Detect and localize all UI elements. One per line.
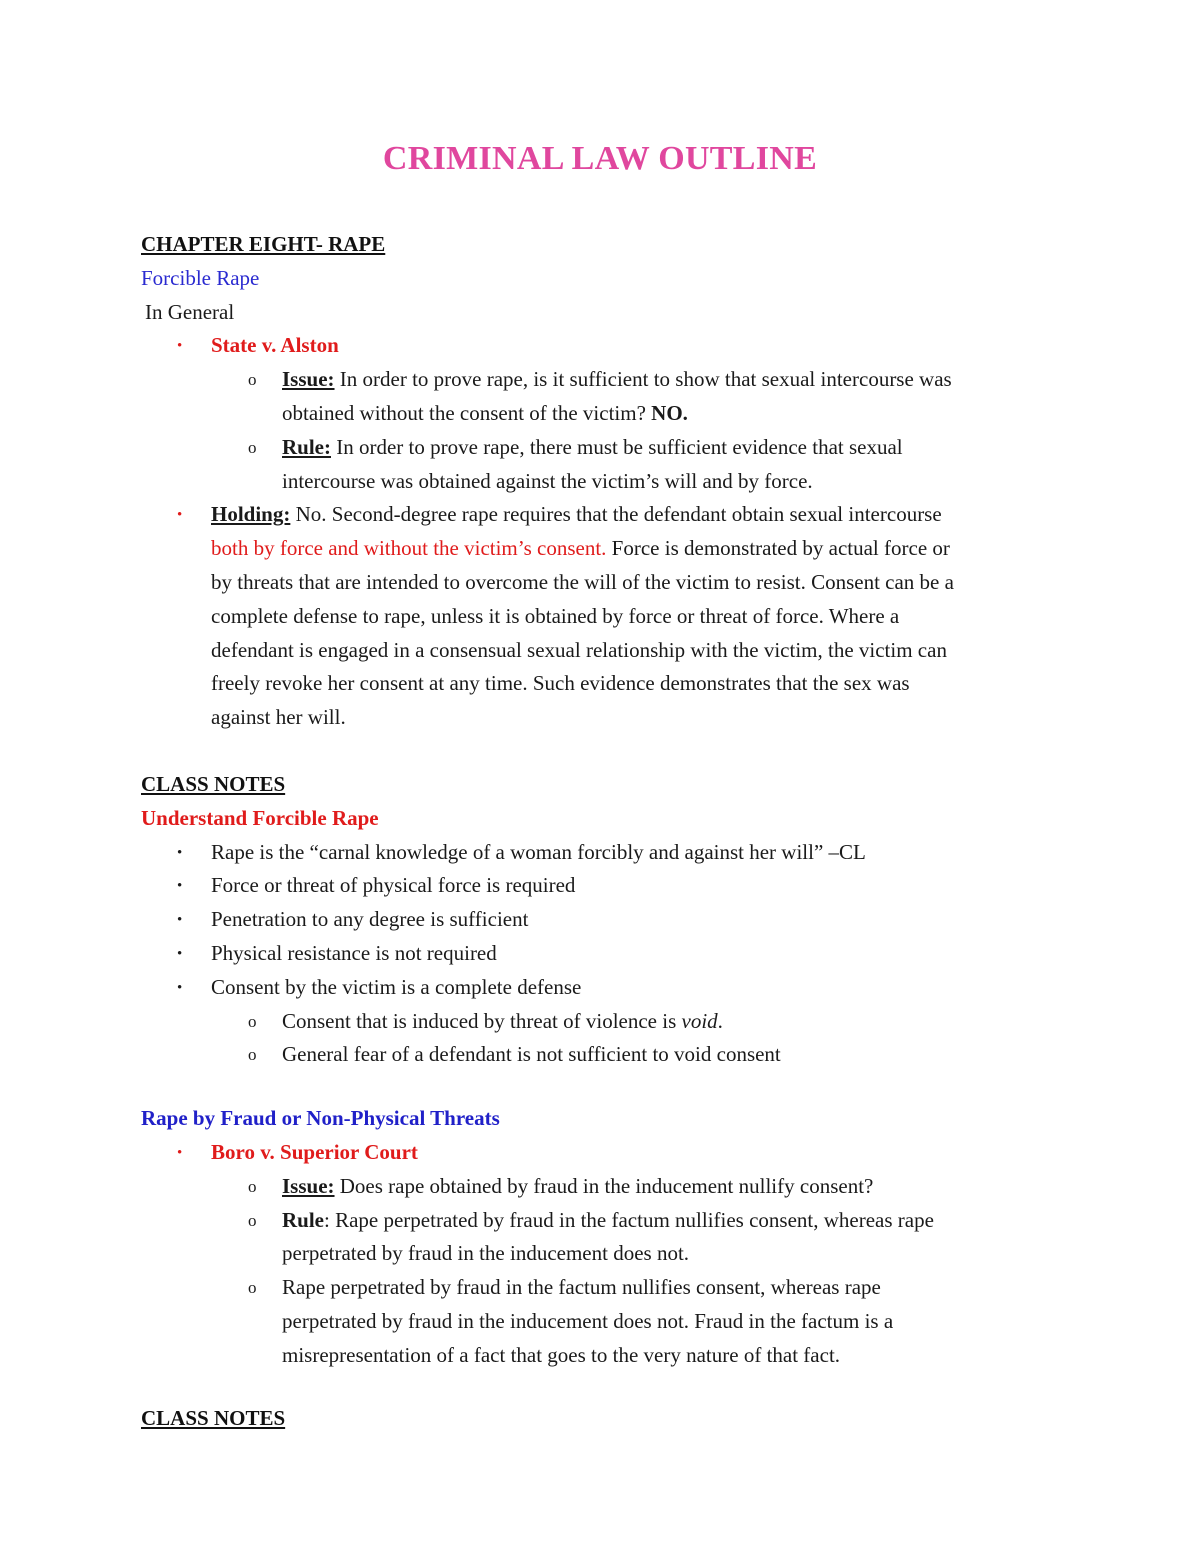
issue-text-cont: obtained without the consent of the victim? — [282, 400, 652, 425]
list-item — [141, 836, 1061, 870]
list-subitem-text: General fear of a defendant is not sufficient to void consent — [282, 1042, 781, 1067]
rule-label: Rule: — [282, 434, 331, 459]
rule-text-cont: perpetrated by fraud in the inducement does not. — [282, 1241, 690, 1266]
bullet-icon: • — [177, 979, 183, 996]
circle-bullet-icon: o — [248, 1176, 257, 1196]
subsection-in-general: In General — [145, 299, 235, 324]
bullet-icon: • — [177, 1144, 183, 1161]
circle-bullet-icon: o — [248, 1011, 257, 1031]
page-title: CRIMINAL LAW OUTLINE — [382, 140, 818, 177]
circle-bullet-icon: o — [248, 1210, 257, 1230]
case-boro-issue — [141, 1170, 1061, 1204]
list-item-text: Consent by the victim is a complete defense — [211, 974, 582, 999]
holding-text: Force is demonstrated by actual force or — [606, 536, 950, 561]
rule-text: : Rape perpetrated by fraud in the factum nullifies consent, whereas rape — [324, 1207, 934, 1232]
list-subitem-text: Consent that is induced by threat of violence is — [282, 1008, 682, 1033]
class-notes-subheading: Understand Forcible Rape — [141, 805, 379, 830]
bullet-icon: • — [177, 878, 183, 895]
issue-label: Issue: — [282, 367, 335, 392]
note-text: perpetrated by fraud in the inducement does not. Fraud in the factum is a — [282, 1308, 894, 1333]
case-alston-issue — [141, 363, 1061, 431]
issue-text: Does rape obtained by fraud in the inducement nullify consent? — [334, 1173, 874, 1198]
holding-text: freely revoke her consent at any time. Such evidence demonstrates that the sex was — [211, 671, 910, 696]
list-item-text: Rape is the “carnal knowledge of a woman forcibly and against her will” –CL — [211, 839, 866, 864]
bullet-icon: • — [177, 844, 183, 861]
bullet-icon: • — [177, 338, 183, 355]
bullet-icon: • — [177, 912, 183, 929]
holding-text: by threats that are intended to overcome the will of the victim to resist. Consent can be a — [211, 569, 954, 594]
list-item — [141, 903, 1061, 937]
circle-bullet-icon: o — [248, 370, 257, 390]
issue-answer: NO. — [651, 400, 688, 425]
section-forcible-rape: Forcible Rape — [141, 265, 260, 290]
case-alston-rule — [141, 431, 1061, 499]
holding-label: Holding: — [211, 502, 291, 527]
holding-highlight: both by force and without the victim’s consent. — [211, 536, 607, 561]
class-notes-heading-2: CLASS NOTES — [141, 1405, 286, 1430]
holding-text: defendant is engaged in a consensual sexual relationship with the victim, the victim can — [211, 637, 947, 662]
case-name: Boro v. Superior Court — [211, 1139, 418, 1164]
rule-text: In order to prove rape, there must be sufficient evidence that sexual — [331, 434, 903, 459]
circle-bullet-icon: o — [248, 437, 257, 457]
list-item-text: Force or threat of physical force is required — [211, 873, 576, 898]
void-emphasis: void — [681, 1008, 718, 1033]
note-text: Rape perpetrated by fraud in the factum nullifies consent, whereas rape — [282, 1275, 881, 1300]
case-boro-note — [141, 1271, 1061, 1372]
list-item — [141, 971, 1061, 1005]
case-alston — [141, 329, 1061, 363]
section-fraud: Rape by Fraud or Non-Physical Threats — [141, 1106, 500, 1131]
holding-text: No. Second-degree rape requires that the defendant obtain sexual intercourse — [290, 502, 942, 527]
case-name: State v. Alston — [211, 333, 339, 358]
bullet-icon: • — [177, 507, 183, 524]
list-item — [141, 869, 1061, 903]
issue-text: In order to prove rape, is it sufficient to show that sexual intercourse was — [334, 367, 952, 392]
list-subitem — [141, 1038, 1061, 1072]
class-notes-heading: CLASS NOTES — [141, 771, 286, 796]
holding-text: against her will. — [211, 705, 346, 730]
issue-label: Issue: — [282, 1173, 335, 1198]
list-item-text: Penetration to any degree is sufficient — [211, 907, 529, 932]
case-alston-holding — [141, 498, 1061, 735]
note-text: misrepresentation of a fact that goes to the very nature of that fact. — [282, 1342, 841, 1367]
outline-content — [141, 228, 1061, 1435]
list-subitem — [141, 1005, 1061, 1039]
list-item — [141, 937, 1061, 971]
list-item-text: Physical resistance is not required — [211, 940, 497, 965]
rule-text-cont: intercourse was obtained against the victim’s will and by force. — [282, 468, 813, 493]
circle-bullet-icon: o — [248, 1045, 257, 1065]
punctuation: . — [717, 1008, 723, 1033]
rule-label: Rule — [282, 1207, 324, 1232]
bullet-icon: • — [177, 945, 183, 962]
circle-bullet-icon: o — [248, 1278, 257, 1298]
case-boro — [141, 1136, 1061, 1170]
chapter-heading: CHAPTER EIGHT- RAPE — [141, 232, 386, 256]
case-boro-rule — [141, 1204, 1061, 1272]
holding-text: complete defense to rape, unless it is obtained by force or threat of force. Where a — [211, 603, 900, 628]
